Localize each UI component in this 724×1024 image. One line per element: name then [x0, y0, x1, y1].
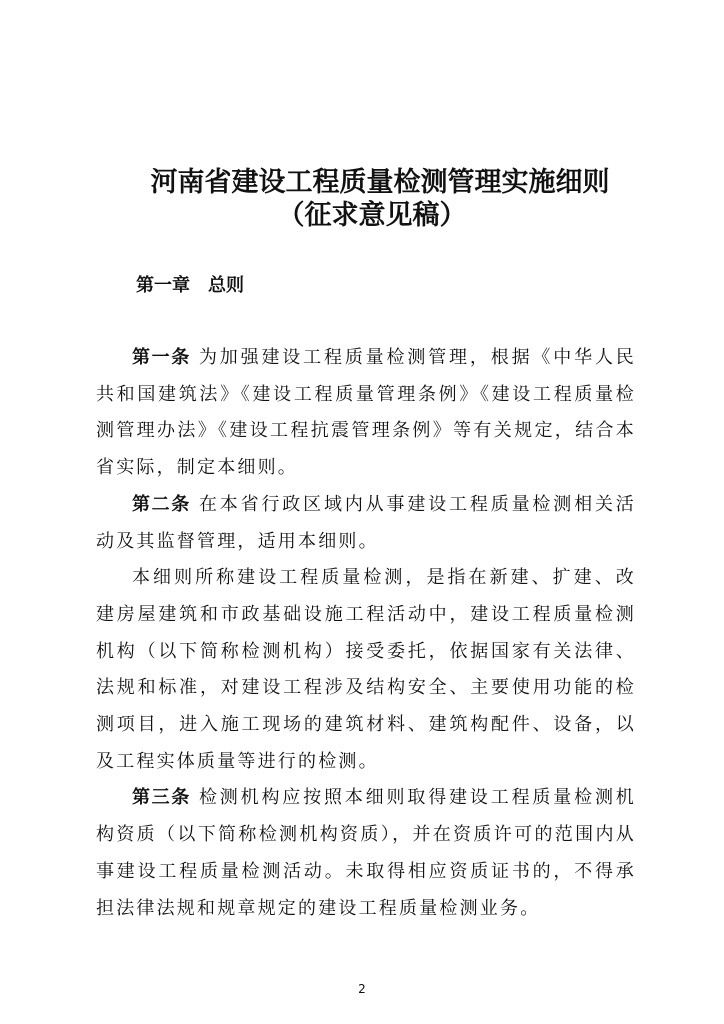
- page-number: 2: [358, 982, 366, 996]
- article-1-text: 为加强建设工程质量检测管理，根据《中华人民共和国建筑法》《建设工程质量管理条例》《建设工程质量检测管理办法》《建设工程抗震管理条例》等有关规定，结合本省实际，制定本细则。: [96, 347, 637, 479]
- article-3: [96, 780, 636, 927]
- article-2: [96, 487, 636, 560]
- article-2-definition: [96, 560, 636, 780]
- article-2-text: 在本省行政区域内从事建设工程质量检测相关活动及其监督管理，适用本细则。: [96, 493, 637, 552]
- article-1: [96, 340, 636, 487]
- document-body: [96, 340, 636, 927]
- article-3-label: 第三条: [132, 787, 191, 809]
- article-2-label: 第二条: [132, 493, 191, 515]
- document-subtitle: （征求意见稿）: [277, 200, 467, 231]
- article-2-definition-text: 本细则所称建设工程质量检测，是指在新建、扩建、改建房屋建筑和市政基础设施工程活动中，建设工程质量检测机构（以下简称检测机构）接受委托，依据国家有关法律、法规和标准，对建设工程涉及结构安全、主要使用功能的检测项目，进入施工现场的建筑材料、建筑构配件、设备，以及工程实体质量等进行的检测。: [96, 567, 636, 772]
- article-3-text: 检测机构应按照本细则取得建设工程质量检测机构资质（以下简称检测机构资质），并在资质许可的范围内从事建设工程质量检测活动。未取得相应资质证书的，不得承担法律法规和规章规定的建设工程质量检测业务。: [96, 787, 637, 919]
- document-title: 河南省建设工程质量检测管理实施细则: [150, 167, 610, 198]
- article-1-label: 第一条: [132, 347, 191, 368]
- chapter-heading: 第一章 总则: [136, 275, 244, 296]
